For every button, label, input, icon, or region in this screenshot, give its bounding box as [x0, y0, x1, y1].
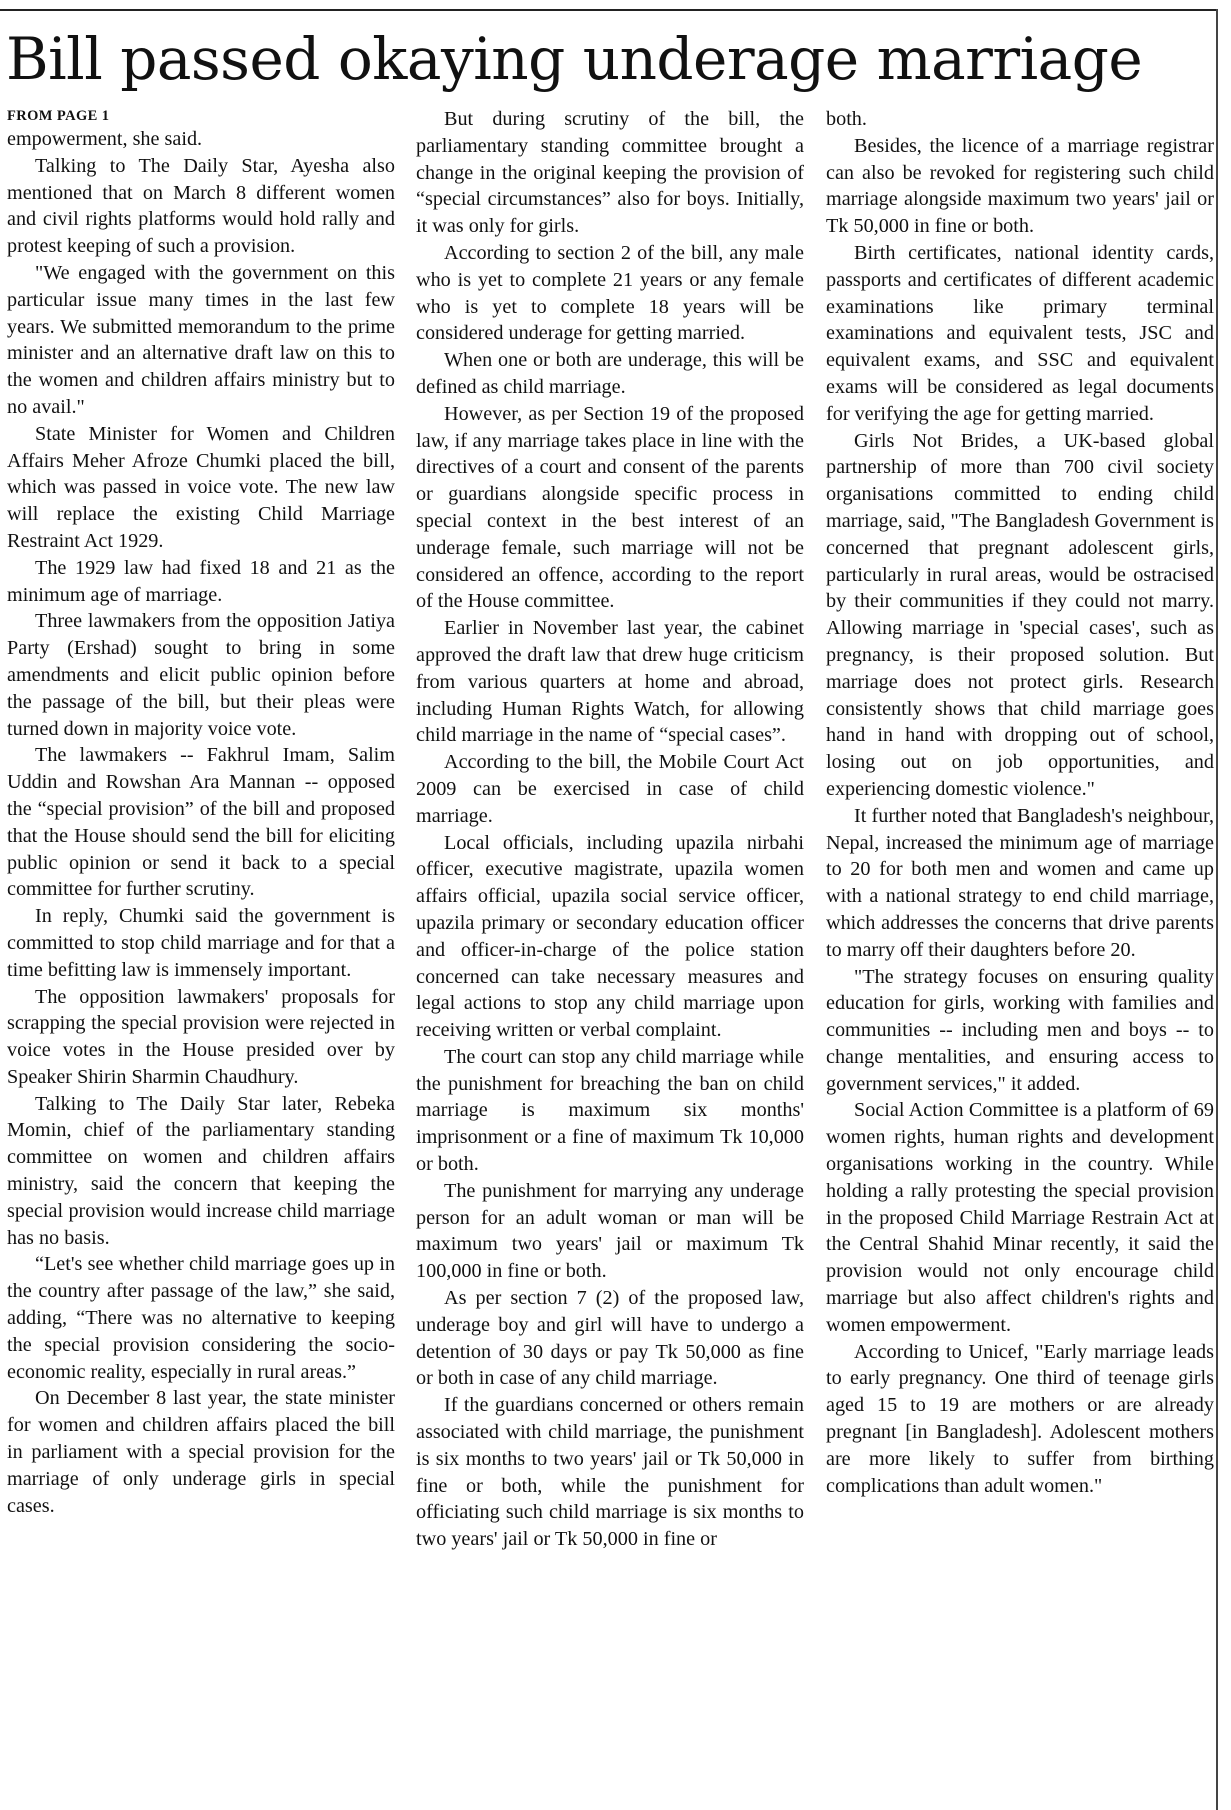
- paragraph: But during scrutiny of the bill, the parliamentary standing committee brought a change in the original keeping the provision of “special circumstances” also for boys. Initially, it was only for girls.: [416, 108, 804, 238]
- paragraph: However, as per Section 19 of the proposed law, if any marriage takes place in line with the directives of a court and consent of the parents or guardians alongside specific process in special context in the best interest of an underage female, such marriage will not be considered an offence, according to the report of the House committee.: [416, 402, 804, 613]
- paragraph: The court can stop any child marriage while the punishment for breaching the ban on child marriage is maximum six months' imprisonment or a fine of maximum Tk 10,000 or both.: [416, 1045, 804, 1176]
- paragraph: According to the bill, the Mobile Court Act 2009 can be exercised in case of child marriage.: [416, 751, 804, 827]
- paragraph: Birth certificates, national identity cards, passports and certificates of different academic examinations like primary terminal examinations and equivalent tests, JSC and equivalent exams, and SSC and equivalent exams will be considered as legal documents for verifying the age for getting married.: [826, 241, 1214, 425]
- paragraph: empowerment, she said.: [7, 128, 203, 150]
- paragraph: Besides, the licence of a marriage registrar can also be revoked for registering such child marriage alongside maximum two years' jail or Tk 50,000 in fine or both.: [826, 134, 1214, 238]
- paragraph: Girls Not Brides, a UK-based global partnership of more than 700 civil society organisations committed to ending child marriage, said, "The Bangladesh Government is concerned that pregnant adolescent girls, particularly in rural areas, would be ostracised by their communities if they could not marry. Allowing marriage in 'special cases', such as pregnancy, is their proposed solution. But marriage does not protect girls. Research consistently shows that child marriage goes hand in hand with dropping out of school, losing out on job opportunities, and experiencing domestic violence.": [826, 429, 1214, 800]
- paragraph: When one or both are underage, this will be defined as child marriage.: [416, 349, 804, 398]
- paragraph: The punishment for marrying any underage person for an adult woman or man will be maximum two years' jail or maximum Tk 100,000 in fine or both.: [416, 1179, 804, 1283]
- dateline: FROM PAGE 1: [7, 108, 110, 124]
- paragraph: "The strategy focuses on ensuring quality education for girls, working with families and communities -- including men and boys -- to change mentalities, and ensuring access to government services," it added.: [826, 965, 1214, 1095]
- top-rule: [0, 9, 1218, 11]
- paragraph: both.: [826, 108, 867, 130]
- paragraph: Local officials, including upazila nirbahi officer, executive magistrate, upazila women affairs official, upazila social service officer, upazila primary or secondary education officer and officer-in-charge of the police station concerned can take necessary measures and legal actions to stop any child marriage upon receiving written or verbal complaint.: [416, 831, 804, 1042]
- paragraph: The opposition lawmakers' proposals for scrapping the special provision were rejected in voice votes in the House presided over by Speaker Shirin Sharmin Chaudhury.: [7, 985, 395, 1088]
- paragraph: Earlier in November last year, the cabinet approved the draft law that drew huge criticism from various quarters at home and abroad, including Human Rights Watch, for allowing child marriage in the name of “special cases”.: [416, 617, 804, 747]
- headline: Bill passed okaying underage marriage: [6, 25, 1143, 93]
- paragraph: Talking to The Daily Star later, Rebeka Momin, chief of the parliamentary standing committee on women and children affairs ministry, said the concern that keeping the special provision would increase child marriage has no basis.: [7, 1092, 395, 1249]
- article-column-2: [416, 106, 804, 1806]
- paragraph: On December 8 last year, the state minister for women and children affairs placed the bill in parliament with a special provision for the marriage of only underage girls in special cases.: [7, 1387, 395, 1517]
- paragraph: According to Unicef, "Early marriage leads to early pregnancy. One third of teenage girls aged 15 to 19 are mothers or are already pregnant [in Bangladesh]. Adolescent mothers are more likely to suffer from birthing complications than adult women.": [826, 1340, 1214, 1497]
- paragraph: In reply, Chumki said the government is committed to stop child marriage and for that a time befitting law is immensely important.: [7, 905, 395, 981]
- article-column-3: [826, 106, 1214, 1806]
- paragraph: "We engaged with the government on this particular issue many times in the last few years. We submitted memorandum to the prime minister and an alternative draft law on this to the women and children affairs ministry but to no avail.": [7, 261, 395, 418]
- paragraph: It further noted that Bangladesh's neighbour, Nepal, increased the minimum age of marriage to 20 for both men and women and came up with a national strategy to end child marriage, which addresses the concerns that drive parents to marry off their daughters before 20.: [826, 804, 1214, 961]
- paragraph: The lawmakers -- Fakhrul Imam, Salim Uddin and Rowshan Ara Mannan -- opposed the “special provision” of the bill and proposed that the House should send the bill for eliciting public opinion or send it back to a special committee for further scrutiny.: [7, 744, 395, 901]
- paragraph: According to section 2 of the bill, any male who is yet to complete 21 years or any female who is yet to complete 18 years will be considered underage for getting married.: [416, 241, 804, 345]
- paragraph: If the guardians concerned or others remain associated with child marriage, the punishment is six months to two years' jail or Tk 50,000 in fine or both, while the punishment for officiating such child marriage is six months to two years' jail or Tk 50,000 in fine or: [416, 1394, 804, 1551]
- article-column-1: [7, 106, 395, 1806]
- paragraph: Social Action Committee is a platform of 69 women rights, human rights and development organisations working in the country. While holding a rally protesting the special provision in the proposed Child Marriage Restrain Act at the Central Shahid Minar recently, it said the provision would not only encourage child marriage but also affect children's rights and women empowerment.: [826, 1099, 1214, 1336]
- paragraph: Talking to The Daily Star, Ayesha also mentioned that on March 8 different women and civil rights platforms would hold rally and protest keeping of such a provision.: [7, 154, 395, 258]
- right-column-rule: [1216, 9, 1218, 1810]
- paragraph: The 1929 law had fixed 18 and 21 as the minimum age of marriage.: [7, 556, 395, 606]
- paragraph: “Let's see whether child marriage goes up in the country after passage of the law,” she said, adding, “There was no alternative to keeping the special provision considering the socio-economic reality, especially in rural areas.”: [7, 1253, 395, 1383]
- paragraph: State Minister for Women and Children Affairs Meher Afroze Chumki placed the bill, which was passed in voice vote. The new law will replace the existing Child Marriage Restraint Act 1929.: [7, 422, 395, 552]
- paragraph: Three lawmakers from the opposition Jatiya Party (Ershad) sought to bring in some amendments and elicit public opinion before the passage of the bill, but their pleas were turned down in majority voice vote.: [7, 610, 395, 740]
- paragraph: As per section 7 (2) of the proposed law, underage boy and girl will have to undergo a detention of 30 days or pay Tk 50,000 as fine or both in case of any child marriage.: [416, 1287, 804, 1390]
